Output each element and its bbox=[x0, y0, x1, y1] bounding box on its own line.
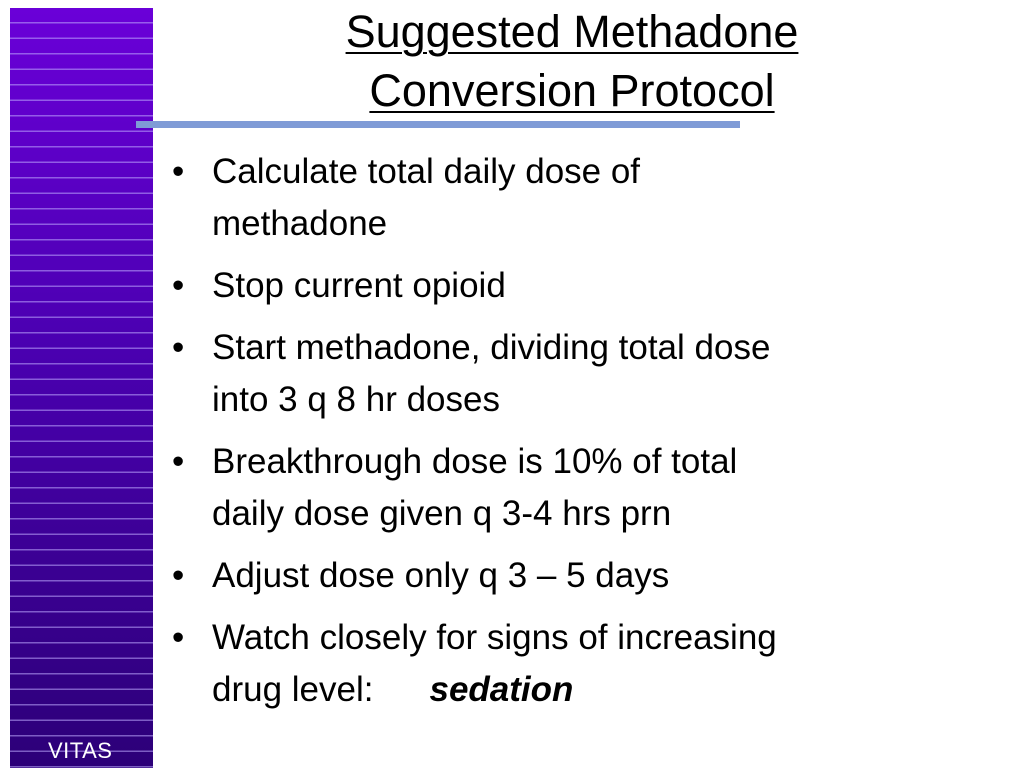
bullet-dot-icon: • bbox=[172, 266, 185, 305]
slide-title-line-1: Suggested Methadone bbox=[345, 6, 799, 57]
bullet-item-calculate-dose bbox=[168, 146, 998, 250]
bullet-dot-icon: • bbox=[172, 442, 185, 481]
bullet-text: Calculate total daily dose of bbox=[212, 152, 641, 191]
title-accent-line bbox=[136, 121, 740, 128]
bullet-dot-icon: • bbox=[172, 618, 185, 657]
bullet-text: daily dose given q 3-4 hrs prn bbox=[212, 494, 672, 533]
slide-title-line-2: Conversion Protocol bbox=[369, 65, 775, 116]
bullet-item-watch-signs bbox=[168, 612, 998, 716]
bullet-dot-icon: • bbox=[172, 556, 185, 595]
bullet-text: Breakthrough dose is 10% of total bbox=[212, 442, 738, 481]
emphasis-sedation: sedation bbox=[429, 670, 574, 709]
bullet-item-adjust-dose bbox=[168, 550, 998, 602]
bullet-text: into 3 q 8 hr doses bbox=[212, 380, 500, 419]
brand-label: VITAS bbox=[48, 738, 113, 763]
bullet-item-breakthrough-dose bbox=[168, 436, 998, 540]
bullet-text: Start methadone, dividing total dose bbox=[212, 328, 771, 367]
bullet-text-with-emphasis bbox=[212, 664, 998, 716]
slide-title bbox=[240, 2, 904, 120]
bullet-dot-icon: • bbox=[172, 328, 185, 367]
bullet-text: Stop current opioid bbox=[212, 266, 506, 305]
sidebar-panel bbox=[10, 8, 153, 768]
bullet-dot-icon: • bbox=[172, 152, 185, 191]
bullet-text: methadone bbox=[212, 204, 388, 243]
bullet-text: Adjust dose only q 3 – 5 days bbox=[212, 556, 670, 595]
bullet-item-start-methadone bbox=[168, 322, 998, 426]
bullet-item-stop-opioid bbox=[168, 260, 998, 312]
bullet-text: Watch closely for signs of increasing bbox=[212, 618, 777, 657]
bullet-text: drug level: bbox=[212, 670, 374, 709]
bullet-list bbox=[168, 146, 998, 726]
